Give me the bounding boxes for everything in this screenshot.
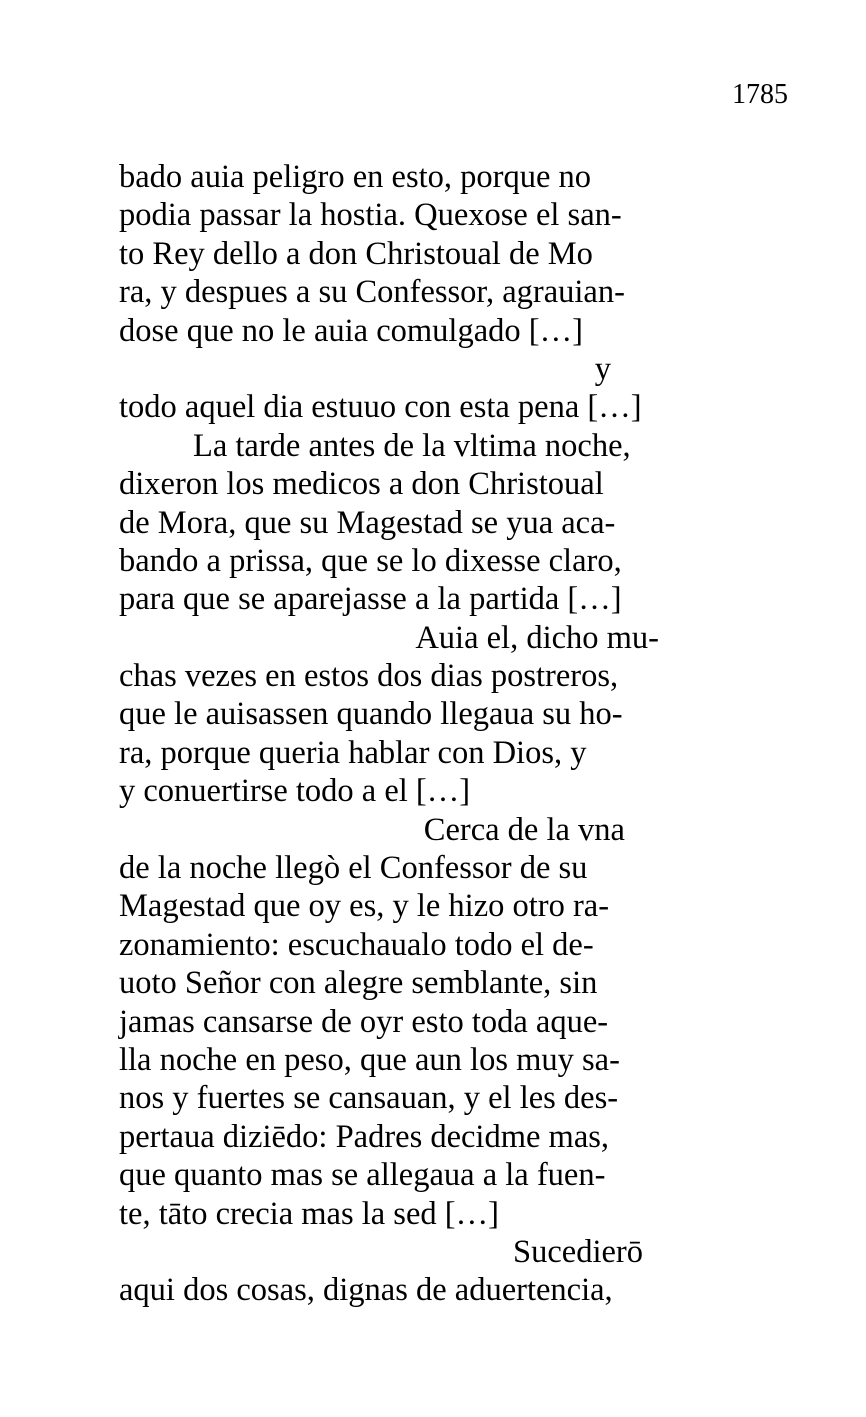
text-line: Cerca de la vna xyxy=(423,811,625,848)
text-line: ra, porque queria hablar con Dios, y xyxy=(119,734,587,771)
text-line: dixeron los medicos a don Christoual xyxy=(119,466,604,503)
text-line: uoto Señor con alegre semblante, sin xyxy=(119,965,598,1002)
text-line: de la noche llegò el Confessor de su xyxy=(119,850,588,887)
text-line: ra, y despues a su Confessor, agrauian- xyxy=(119,274,625,311)
text-line: y conuertirse todo a el […] xyxy=(119,773,471,810)
text-line: bando a prissa, que se lo dixesse claro, xyxy=(119,542,622,579)
text-line: que quanto mas se allegaua a la fuen- xyxy=(119,1157,606,1194)
text-line: que le auisassen quando llegaua su ho- xyxy=(119,696,623,733)
text-line: pertaua diziēdo: Padres decidme mas, xyxy=(119,1118,610,1155)
text-line: te, tāto crecia mas la sed […] xyxy=(119,1195,499,1232)
text-line: de Mora, que su Magestad se yua aca- xyxy=(119,504,616,541)
text-line: zonamiento: escuchaualo todo el de- xyxy=(119,926,594,963)
text-line: todo aquel dia estuuo con esta pena […] xyxy=(119,389,642,426)
text-line: nos y fuertes se cansauan, y el les des- xyxy=(119,1080,619,1117)
text-line: lla noche en peso, que aun los muy sa- xyxy=(119,1041,620,1078)
page-number: 1785 xyxy=(732,79,788,110)
text-line: jamas cansarse de oyr esto toda aque- xyxy=(119,1003,609,1040)
text-line: chas vezes en estos dos dias postreros, xyxy=(119,658,619,695)
text-line: Auia el, dicho mu- xyxy=(415,619,659,656)
text-line: to Rey dello a don Christoual de Mo xyxy=(119,235,593,272)
paragraph-start-line: La tarde antes de la vltima noche, xyxy=(193,427,631,464)
text-line: aqui dos cosas, dignas de aduertencia, xyxy=(119,1272,613,1309)
text-line: Magestad que oy es, y le hizo otro ra- xyxy=(119,888,610,925)
text-line: para que se aparejasse a la partida […] xyxy=(119,581,622,618)
text-line: y xyxy=(594,350,611,387)
text-line: dose que no le auia comulgado […] xyxy=(119,312,583,349)
text-line: Sucedierō xyxy=(513,1233,643,1270)
text-line: podia passar la hostia. Quexose el san- xyxy=(119,197,622,234)
text-line: bado auia peligro en esto, porque no xyxy=(119,159,592,195)
body-text xyxy=(119,158,659,1310)
